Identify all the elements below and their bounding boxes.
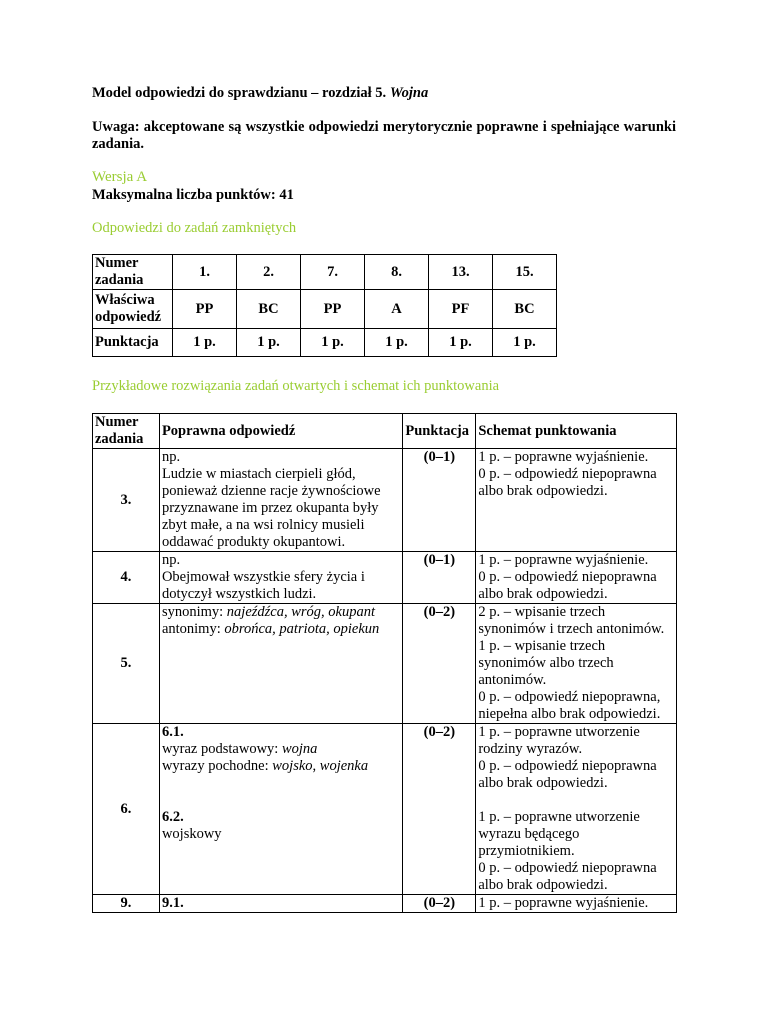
task-number: 15.: [493, 255, 557, 290]
subtask-label: 6.2.: [161, 809, 184, 825]
points-value: 1 p.: [429, 329, 493, 357]
table-row: [93, 604, 677, 724]
title-italic: Wojna: [389, 85, 429, 101]
row-header-answer: Właściwa odpowiedź: [93, 290, 173, 329]
header-points: Punktacja: [403, 414, 476, 449]
points-range: (0–1): [403, 552, 476, 604]
table-header-row: [93, 414, 677, 449]
answer-cell: [159, 604, 402, 724]
derived-word: wojenka: [319, 758, 369, 774]
task-number: 6.: [93, 724, 160, 895]
derived-separator: ,: [312, 758, 320, 774]
page-title: [92, 85, 428, 102]
scheme-line: 1 p. – poprawne utworzenie wyrazu będącego przymiotnikiem.: [478, 809, 640, 859]
task-number: 8.: [365, 255, 429, 290]
scheme-line: 0 p. – odpowiedź niepoprawna albo brak odpowiedzi.: [478, 466, 657, 499]
subtask-label: 9.1.: [159, 895, 402, 913]
derived-words-label: wyrazy pochodne:: [161, 758, 273, 774]
open-answers-table: [92, 413, 677, 913]
scheme-line: 0 p. – odpowiedź niepoprawna albo brak odpowiedzi.: [478, 860, 657, 893]
points-range: (0–2): [403, 895, 476, 913]
table-row: [93, 895, 677, 913]
answer-cell: [159, 449, 402, 552]
scheme-line: 1 p. – wpisanie trzech synonimów albo trzech antonimów.: [478, 638, 614, 688]
antonyms-label: antonimy:: [161, 621, 225, 637]
answer-line: np.: [161, 449, 181, 465]
points-value: 1 p.: [237, 329, 301, 357]
scheme-line: 0 p. – odpowiedź niepoprawna, niepełna albo brak odpowiedzi.: [478, 689, 661, 722]
correct-answer: A: [365, 290, 429, 329]
scheme-line: 2 p. – wpisanie trzech synonimów i trzech antonimów.: [478, 604, 665, 637]
scheme-cell: [476, 449, 677, 552]
answer-cell: [159, 552, 402, 604]
table-row: [93, 290, 557, 329]
scheme-cell: [476, 724, 677, 895]
task-number: 1.: [173, 255, 237, 290]
synonyms-words: najeźdźca, wróg, okupant: [226, 604, 376, 620]
note-paragraph: Uwaga: akceptowane są wszystkie odpowiedzi merytorycznie poprawne i spełniające warunki zadania.: [92, 119, 676, 152]
points-range: (0–2): [403, 604, 476, 724]
table-row: [93, 724, 677, 895]
task-number: 4.: [93, 552, 160, 604]
points-range: (0–2): [403, 724, 476, 895]
open-section-heading: Przykładowe rozwiązania zadań otwartych i schemat ich punktowania: [92, 378, 500, 394]
task-number: 3.: [93, 449, 160, 552]
scheme-line: 1 p. – poprawne wyjaśnienie.: [478, 552, 649, 568]
derived-words-line: [162, 758, 400, 775]
points-range: (0–1): [403, 449, 476, 552]
scheme-line: 0 p. – odpowiedź niepoprawna albo brak odpowiedzi.: [478, 569, 657, 602]
points-value: 1 p.: [493, 329, 557, 357]
answer-cell: [159, 724, 402, 895]
table-row: [93, 255, 557, 290]
scheme-cell: [476, 552, 677, 604]
scheme-line: 0 p. – odpowiedź niepoprawna albo brak odpowiedzi.: [478, 758, 657, 791]
task-number: 9.: [93, 895, 160, 913]
task-number: 5.: [93, 604, 160, 724]
closed-answers-table: [92, 254, 557, 357]
scheme-line: 1 p. – poprawne wyjaśnienie.: [478, 449, 649, 465]
row-header-points: Punktacja: [93, 329, 173, 357]
correct-answer: BC: [493, 290, 557, 329]
points-value: 1 p.: [173, 329, 237, 357]
correct-answer: PF: [429, 290, 493, 329]
title-main: Model odpowiedzi do sprawdzianu – rozdział 5.: [92, 85, 390, 101]
derived-word: wojsko: [272, 758, 313, 774]
subtask-label: 6.1.: [161, 724, 184, 740]
base-word-line: [162, 741, 400, 758]
correct-answer: PP: [173, 290, 237, 329]
header-number: Numer zadania: [93, 414, 160, 449]
correct-answer: BC: [237, 290, 301, 329]
antonyms-words: obrońca, patriota, opiekun: [224, 621, 380, 637]
points-value: 1 p.: [301, 329, 365, 357]
spacer: [162, 775, 400, 792]
row-header-number: Numer zadania: [93, 255, 173, 290]
synonyms-line: [162, 604, 400, 621]
antonyms-line: [162, 621, 400, 638]
base-word-label: wyraz podstawowy:: [161, 741, 282, 757]
answer-line: Obejmował wszystkie sfery życia i dotyczył wszystkich ludzi.: [161, 569, 365, 602]
correct-answer: PP: [301, 290, 365, 329]
answer-line: wojskowy: [161, 826, 222, 842]
max-points: Maksymalna liczba punktów: 41: [92, 187, 294, 203]
spacer: [478, 792, 674, 809]
closed-section-heading: Odpowiedzi do zadań zamkniętych: [92, 220, 297, 236]
header-scheme: Schemat punktowania: [476, 414, 677, 449]
table-row: [93, 329, 557, 357]
base-word: wojna: [281, 741, 318, 757]
answer-line: np.: [161, 552, 181, 568]
points-value: 1 p.: [365, 329, 429, 357]
table-row: [93, 449, 677, 552]
answer-line: Ludzie w miastach cierpieli głód, ponieważ dzienne racje żywnościowe przyznawane im przez okupanta były zbyt małe, a na wsi rolnicy musieli oddawać produkty okupantowi.: [161, 466, 381, 550]
scheme-cell: [476, 604, 677, 724]
header-answer: Poprawna odpowiedź: [159, 414, 402, 449]
scheme-line: 1 p. – poprawne utworzenie rodziny wyrazów.: [478, 724, 640, 757]
spacer: [162, 792, 400, 809]
table-row: [93, 552, 677, 604]
synonyms-label: synonimy:: [161, 604, 227, 620]
task-number: 2.: [237, 255, 301, 290]
task-number: 7.: [301, 255, 365, 290]
task-number: 13.: [429, 255, 493, 290]
scheme-line: 1 p. – poprawne wyjaśnienie.: [476, 895, 677, 913]
version-heading: Wersja A: [92, 169, 148, 185]
